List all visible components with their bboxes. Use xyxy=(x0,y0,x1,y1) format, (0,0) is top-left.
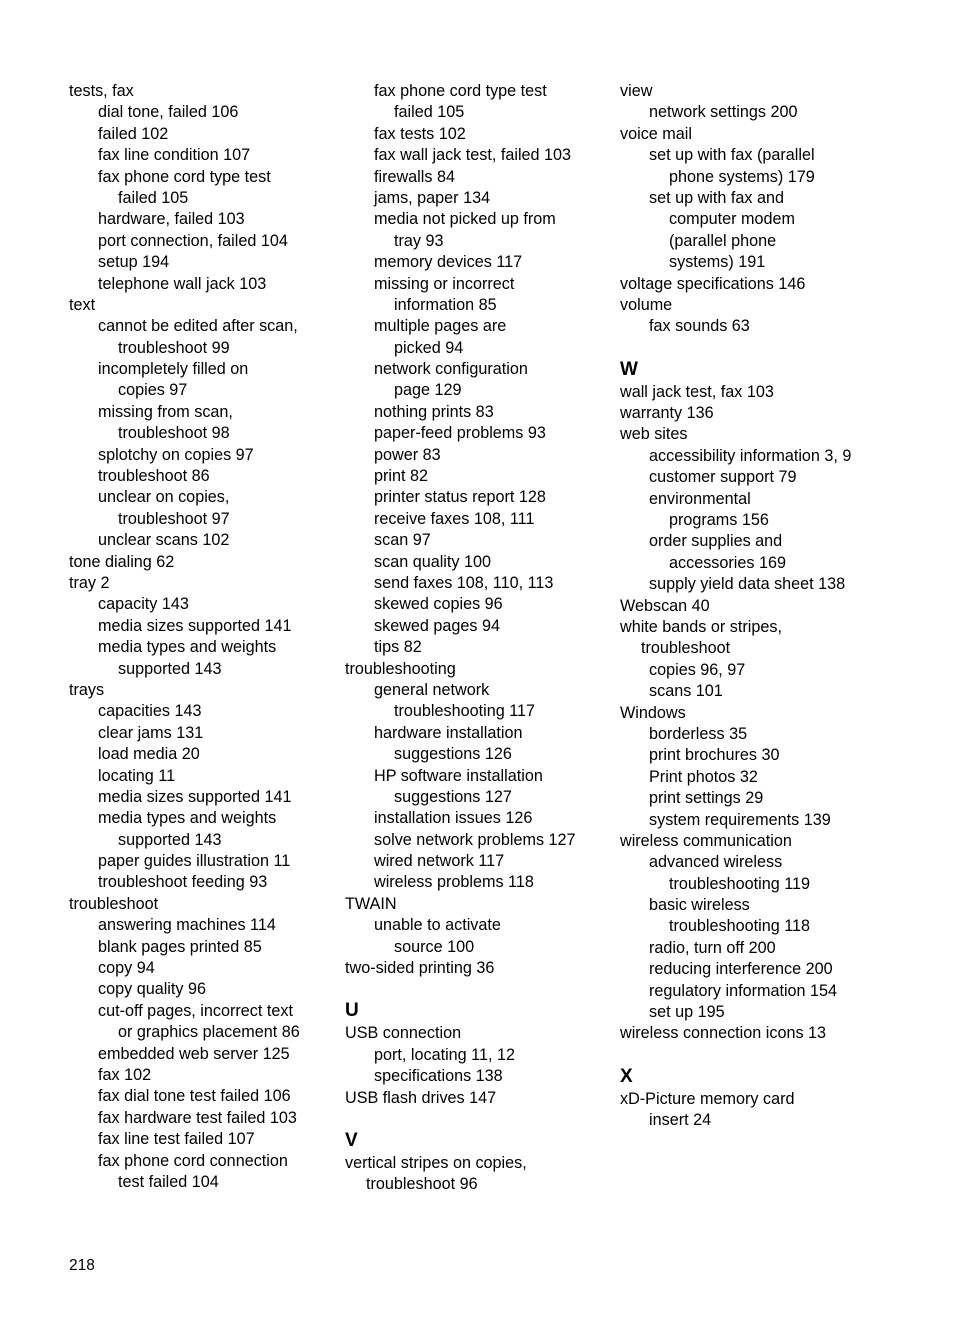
index-entry: trays xyxy=(69,680,105,699)
index-subentry: suggestions 126 xyxy=(394,745,512,764)
index-subentry: tray 93 xyxy=(394,231,444,250)
index-subentry: failed 105 xyxy=(118,188,189,207)
index-subentry: media sizes supported 141 xyxy=(98,616,292,635)
index-subentry: embedded web server 125 xyxy=(98,1044,290,1063)
index-subentry: blank pages printed 85 xyxy=(98,937,262,956)
index-subentry: source 100 xyxy=(394,937,475,956)
index-entry: voltage specifications 146 xyxy=(620,274,806,293)
index-entry: view xyxy=(620,82,653,100)
index-subentry: set up with fax and xyxy=(649,188,784,207)
index-subentry: troubleshooting 119 xyxy=(669,874,810,893)
index-subentry: network settings 200 xyxy=(649,103,798,122)
index-entry: warranty 136 xyxy=(620,404,714,423)
index-subentry: setup 194 xyxy=(98,253,170,272)
index-subentry: firewalls 84 xyxy=(374,167,455,186)
index-subentry: troubleshoot 96 xyxy=(366,1175,478,1194)
index-subentry: missing from scan, xyxy=(98,402,233,421)
index-entry: tests, fax xyxy=(69,82,134,100)
index-subentry: computer modem xyxy=(669,210,795,229)
index-subentry: fax hardware test failed 103 xyxy=(98,1108,297,1127)
index-subentry: supply yield data sheet 138 xyxy=(649,575,846,594)
index-subentry: power 83 xyxy=(374,445,441,464)
index-subentry: load media 20 xyxy=(98,745,200,764)
index-subentry: missing or incorrect xyxy=(374,274,515,293)
index-subentry: locating 11 xyxy=(98,766,176,785)
index-subentry: skewed copies 96 xyxy=(374,595,503,614)
index-subentry: reducing interference 200 xyxy=(649,960,833,979)
index-subentry: skewed pages 94 xyxy=(374,616,500,635)
index-entry: USB flash drives 147 xyxy=(345,1088,497,1107)
index-subentry: copies 96, 97 xyxy=(649,660,746,679)
index-entry: troubleshoot xyxy=(69,894,159,913)
index-subentry: troubleshoot 97 xyxy=(118,509,230,528)
section-letter: W xyxy=(620,358,638,380)
index-subentry: scan quality 100 xyxy=(374,552,491,571)
index-entry: tray 2 xyxy=(69,573,110,592)
index-subentry: copy 94 xyxy=(98,959,155,978)
index-entry: Webscan 40 xyxy=(620,596,710,615)
index-subentry: printer status report 128 xyxy=(374,488,546,507)
index-subentry: troubleshooting 117 xyxy=(394,702,535,721)
index-subentry: set up with fax (parallel xyxy=(649,146,815,165)
index-subentry: customer support 79 xyxy=(649,468,797,487)
index-entry: web sites xyxy=(620,425,688,444)
index-column-3 xyxy=(620,81,920,1132)
index-entry: USB connection xyxy=(345,1024,462,1043)
index-subentry: fax sounds 63 xyxy=(649,317,750,336)
index-subentry: receive faxes 108, 111 xyxy=(374,509,535,528)
index-column-2 xyxy=(345,81,615,1196)
index-subentry: supported 143 xyxy=(118,659,222,678)
index-subentry: or graphics placement 86 xyxy=(118,1023,300,1042)
index-subentry: troubleshoot 86 xyxy=(98,467,210,486)
index-subentry: order supplies and xyxy=(649,532,783,551)
index-subentry: information 85 xyxy=(394,295,497,314)
index-subentry: copy quality 96 xyxy=(98,980,206,999)
index-subentry: media not picked up from xyxy=(374,210,556,229)
index-subentry: multiple pages are xyxy=(374,317,507,336)
page-number: 218 xyxy=(69,1257,95,1274)
index-subentry: hardware, failed 103 xyxy=(98,210,245,229)
index-entry: two-sided printing 36 xyxy=(345,959,495,978)
index-subentry: unable to activate xyxy=(374,916,501,935)
index-entry: TWAIN xyxy=(345,894,397,913)
index-entry: voice mail xyxy=(620,124,692,143)
index-entry: vertical stripes on copies, xyxy=(345,1153,527,1172)
index-subentry: tips 82 xyxy=(374,638,422,657)
index-subentry: accessibility information 3, 9 xyxy=(649,446,852,465)
section-letter: V xyxy=(345,1129,358,1151)
index-subentry: capacity 143 xyxy=(98,595,189,614)
index-subentry: media sizes supported 141 xyxy=(98,787,292,806)
index-subentry: suggestions 127 xyxy=(394,787,512,806)
index-entry: volume xyxy=(620,295,673,314)
index-subentry: print settings 29 xyxy=(649,789,764,808)
index-subentry: answering machines 114 xyxy=(98,916,276,935)
index-subentry: dial tone, failed 106 xyxy=(98,103,239,122)
index-subentry: fax line test failed 107 xyxy=(98,1130,255,1149)
index-subentry: wired network 117 xyxy=(374,852,505,871)
index-subentry: fax phone cord connection xyxy=(98,1151,288,1170)
index-subentry: paper-feed problems 93 xyxy=(374,424,546,443)
index-entry: xD-Picture memory card xyxy=(620,1089,795,1108)
index-subentry: scans 101 xyxy=(649,682,723,701)
index-subentry: picked 94 xyxy=(394,338,464,357)
index-subentry: Print photos 32 xyxy=(649,767,758,786)
index-subentry: general network xyxy=(374,680,490,699)
index-subentry: fax phone cord type test xyxy=(374,82,547,100)
index-subentry: troubleshoot 99 xyxy=(118,338,230,357)
index-subentry: cannot be edited after scan, xyxy=(98,317,298,336)
index-subentry: troubleshoot xyxy=(641,639,731,658)
index-entry: white bands or stripes, xyxy=(620,617,782,636)
index-subentry: wireless problems 118 xyxy=(374,873,534,892)
index-subentry: troubleshoot 98 xyxy=(118,424,230,443)
index-entry: Windows xyxy=(620,703,686,722)
index-subentry: system requirements 139 xyxy=(649,810,831,829)
index-subentry: nothing prints 83 xyxy=(374,402,494,421)
index-subentry: copies 97 xyxy=(118,381,188,400)
index-column-1 xyxy=(69,81,339,1193)
index-subentry: fax dial tone test failed 106 xyxy=(98,1087,291,1106)
index-subentry: fax phone cord type test xyxy=(98,167,271,186)
index-subentry: splotchy on copies 97 xyxy=(98,445,254,464)
section-letter: X xyxy=(620,1065,633,1087)
index-subentry: set up 195 xyxy=(649,1003,725,1022)
index-entry: tone dialing 62 xyxy=(69,552,175,571)
index-subentry: phone systems) 179 xyxy=(669,167,815,186)
index-subentry: installation issues 126 xyxy=(374,809,533,828)
index-subentry: regulatory information 154 xyxy=(649,981,838,1000)
index-entry: wall jack test, fax 103 xyxy=(620,382,774,401)
index-subentry: troubleshoot feeding 93 xyxy=(98,873,268,892)
index-subentry: unclear scans 102 xyxy=(98,531,230,550)
index-subentry: memory devices 117 xyxy=(374,253,523,272)
index-subentry: troubleshooting 118 xyxy=(669,917,810,936)
index-subentry: basic wireless xyxy=(649,896,750,915)
index-subentry: send faxes 108, 110, 113 xyxy=(374,573,554,592)
index-subentry: hardware installation xyxy=(374,723,523,742)
index-subentry: fax 102 xyxy=(98,1065,152,1084)
index-subentry: systems) 191 xyxy=(669,253,766,272)
index-subentry: HP software installation xyxy=(374,766,543,785)
index-subentry: fax wall jack test, failed 103 xyxy=(374,146,572,165)
index-subentry: port, locating 11, 12 xyxy=(374,1045,515,1064)
index-subentry: environmental xyxy=(649,489,751,508)
index-subentry: supported 143 xyxy=(118,830,222,849)
index-subentry: test failed 104 xyxy=(118,1172,219,1191)
index-subentry: media types and weights xyxy=(98,638,277,657)
index-subentry: failed 105 xyxy=(394,103,465,122)
index-subentry: print brochures 30 xyxy=(649,746,780,765)
index-subentry: advanced wireless xyxy=(649,853,783,872)
index-subentry: borderless 35 xyxy=(649,724,748,743)
index-entry: text xyxy=(69,295,96,314)
index-entry: troubleshooting xyxy=(345,659,456,678)
index-subentry: network configuration xyxy=(374,360,528,379)
index-subentry: programs 156 xyxy=(669,511,769,530)
index-subentry: print 82 xyxy=(374,467,428,486)
index-subentry: radio, turn off 200 xyxy=(649,938,776,957)
index-subentry: media types and weights xyxy=(98,809,277,828)
index-entry: wireless connection icons 13 xyxy=(620,1024,827,1043)
index-subentry: (parallel phone xyxy=(669,231,777,250)
index-subentry: paper guides illustration 11 xyxy=(98,852,291,871)
index-subentry: telephone wall jack 103 xyxy=(98,274,267,293)
index-subentry: specifications 138 xyxy=(374,1067,503,1086)
index-subentry: capacities 143 xyxy=(98,702,202,721)
index-subentry: port connection, failed 104 xyxy=(98,231,288,250)
index-subentry: fax line condition 107 xyxy=(98,146,251,165)
section-letter: U xyxy=(345,1000,359,1022)
index-subentry: incompletely filled on xyxy=(98,360,249,379)
index-subentry: clear jams 131 xyxy=(98,723,204,742)
index-subentry: unclear on copies, xyxy=(98,488,230,507)
index-subentry: insert 24 xyxy=(649,1111,712,1130)
index-subentry: scan 97 xyxy=(374,531,431,550)
index-entry: wireless communication xyxy=(620,831,792,850)
index-subentry: jams, paper 134 xyxy=(374,188,491,207)
index-subentry: page 129 xyxy=(394,381,462,400)
index-subentry: failed 102 xyxy=(98,124,169,143)
index-subentry: accessories 169 xyxy=(669,553,786,572)
index-subentry: cut-off pages, incorrect text xyxy=(98,1001,293,1020)
index-subentry: fax tests 102 xyxy=(374,124,466,143)
index-subentry: solve network problems 127 xyxy=(374,830,576,849)
